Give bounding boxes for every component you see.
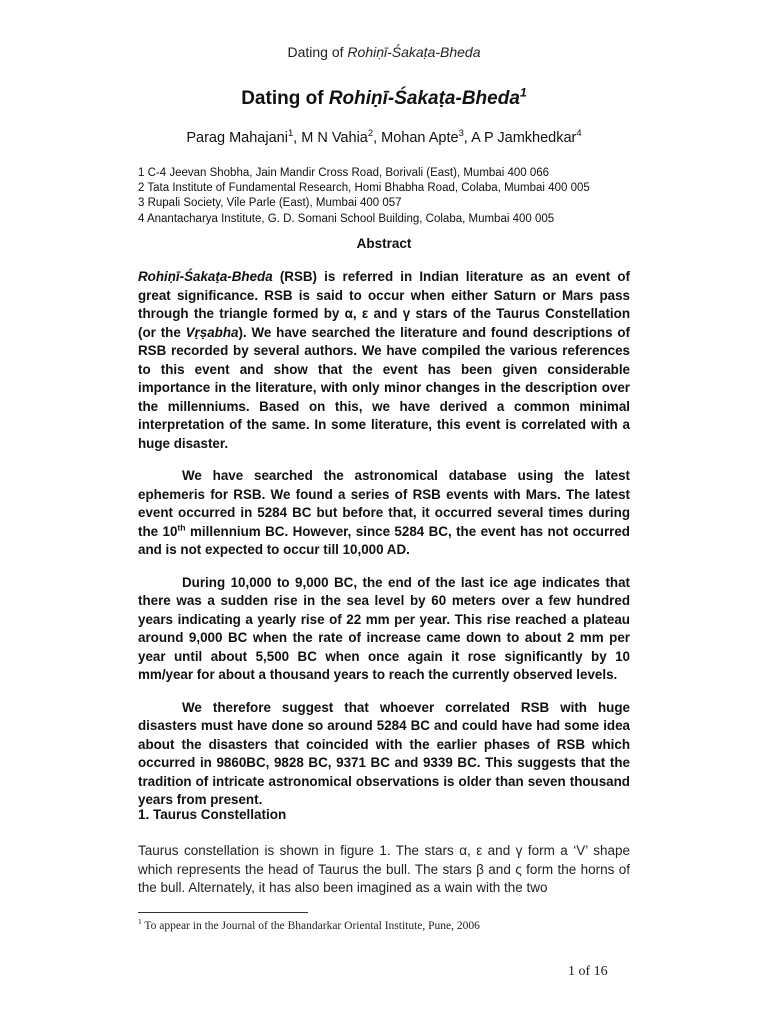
abstract-body [138,268,630,824]
page-number: 1 of 16 [568,964,608,979]
abstract-paragraph-4: We therefore suggest that whoever correlated RSB with huge disasters must have done so around 5284 BC and could have had some idea about the disasters that coincided with the earlier phases of RSB which occurred in 9860BC, 9828 BC, 9371 BC and 9339 BC. This suggests that the tradition of intricate astronomical observations is older than seven thousand years from present. [138,699,630,807]
abstract-paragraph-3: During 10,000 to 9,000 BC, the end of the last ice age indicates that there was a sudden rise in the sea level by 60 meters over a few hundred years indicating a yearly rise of 22 mm per year. This rise reached a plateau around 9,000 BC when the rate of increase came down to about 2 mm per year until about 5,500 BC when once again it rose significantly by 10 mm/year for about a thousand years to reach the currently observed levels. [138,574,630,682]
author: A P Jamkhedkar$^4$ [471,127,582,146]
author: M N Vahia$^2$ [301,127,374,146]
affiliation: 3 Rupali Society, Vile Parle (East), Mumbai 400 057 [138,197,402,210]
rsb-term: Rohiṇī-Śakaṭa-Bheda [138,269,273,284]
abstract-heading: Abstract [356,236,412,251]
title-term: Rohiṇī-Śakaṭa-Bheda [328,88,520,109]
abstract-paragraph-2: We have searched the astronomical database using the latest ephemeris for RSB. We found a series of RSB events with Mars. The latest event occurred in 5284 BC but before that, it occurred several times during the 10th millennium BC. However, since 5284 BC, the event has not occurred and is not expected to occur till 10,000 AD. [138,468,630,557]
running-header-term: Rohiṇī-Śakaṭa-Bheda [347,44,481,60]
running-header [0,44,768,60]
abstract-paragraph-1: Rohiṇī-Śakaṭa-Bheda (RSB) is referred in Indian literature as an event of great significance. RSB is said to occur when either Saturn or Mars pass through the triangle formed by α, ε and γ stars of the Taurus Constellation (or the Vṛṣabha). We have searched the literature and found descriptions of RSB recorded by several authors. We have compiled the various references to this event and show that the event has been given considerable importance in the literature, with only minor changes in the description over the millenniums. Based on this, we have derived a common minimal interpretation of the same. In some literature, this event is correlated with a huge disaster. [138,269,630,451]
author: Mohan Apte$^3$ [381,127,464,146]
title-footnote-mark: 1 [519,85,527,100]
author: Parag Mahajani$^1$ [186,127,294,146]
footnote-text: To appear in the Journal of the Bhandarkar Oriental Institute, Pune, 2006 [141,920,480,932]
paper-title [0,85,768,110]
section-paragraph: Taurus constellation is shown in figure 1. The stars α, ε and γ form a ‘V’ shape which represents the head of Taurus the bull. The stars β and ς form the horns of the bull. Alternately, it has also been imagined as a wain with the two [138,843,630,895]
author-list: Parag Mahajani$^1$, M N Vahia$^2$, Mohan Apte$^3$, A P Jamkhedkar$^4$ [186,127,582,146]
running-header-prefix: Dating of [287,44,348,60]
affiliation: 2 Tata Institute of Fundamental Research, Homi Bhabha Road, Colaba, Mumbai 400 005 [138,182,590,195]
affiliation: 1 C-4 Jeevan Shobha, Jain Mandir Cross Road, Borivali (East), Mumbai 400 066 [138,167,550,179]
footnote-mark: 1 [138,917,142,927]
title-prefix: Dating of [241,88,329,109]
vrsabha-term: Vṛṣabha [185,324,239,340]
section-body [138,842,630,898]
footnote [138,917,480,932]
affiliation-list [138,166,638,227]
affiliation: 4 Anantacharya Institute, G. D. Somani School Building, Colaba, Mumbai 400 005 [138,212,555,225]
footnote-divider [138,912,308,913]
section-heading: 1. Taurus Constellation [138,807,287,822]
